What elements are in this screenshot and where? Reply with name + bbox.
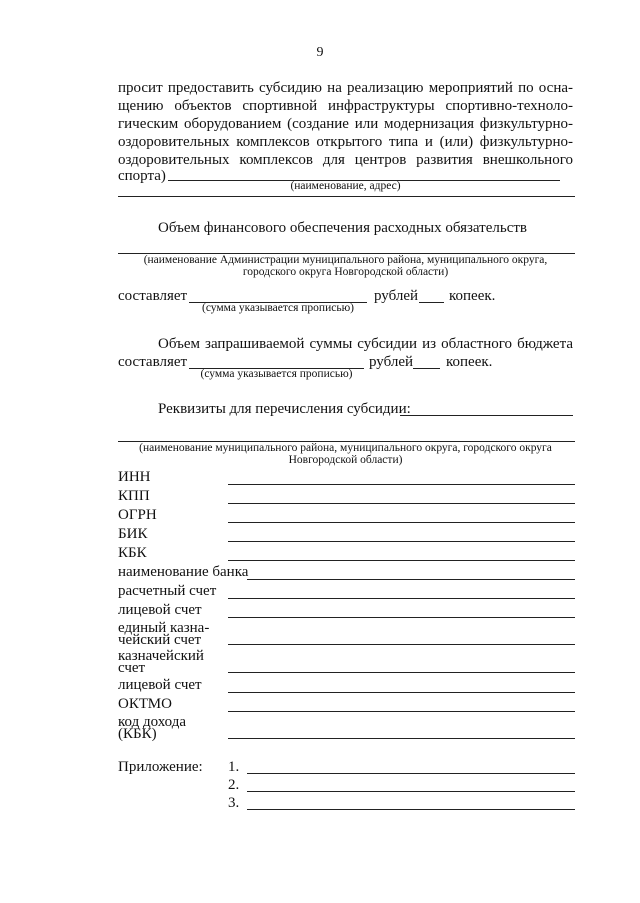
bik-line[interactable] <box>228 541 575 542</box>
attachment-number-1: 1. <box>228 759 240 775</box>
treasury-label-2: счет <box>118 660 146 676</box>
finance-amount-prefix: составляет <box>118 288 188 304</box>
kpp-label: КПП <box>118 488 150 504</box>
ogrn-label: ОГРН <box>118 507 157 523</box>
intro-line-4: оздоровительных комплексов открытого типа и (или) физкультурно- <box>118 134 573 150</box>
municipality-caption-2: Новгородской области) <box>288 454 403 466</box>
oktmo-label: ОКТМО <box>118 696 172 712</box>
finance-heading: Объем финансового обеспечения расходных обязательств <box>158 220 528 236</box>
inn-label: ИНН <box>118 469 151 485</box>
requested-line-1: Объем запрашиваемой суммы субсидии из областного бюджета <box>158 336 573 352</box>
bik-label: БИК <box>118 526 148 542</box>
attachment-number-3: 3. <box>228 795 240 811</box>
intro-last-line: спорта) <box>118 168 166 184</box>
kpp-line[interactable] <box>228 503 575 504</box>
inn-line[interactable] <box>228 484 575 485</box>
personal-account-label: лицевой счет <box>118 602 202 618</box>
income-code-line[interactable] <box>228 738 575 739</box>
requested-kop: копеек. <box>446 354 493 370</box>
finance-sum-caption: (сумма указывается прописью) <box>201 302 355 314</box>
bank-name-line[interactable] <box>247 579 575 580</box>
treasury-label-1: казначейский <box>118 648 204 664</box>
admin-name-caption-1: (наименование Администрации муниципального района, муниципального округа, <box>143 254 548 266</box>
intro-line-2: щению объектов спортивной инфраструктуры спортивно-техноло- <box>118 98 573 114</box>
page-number: 9 <box>316 45 324 60</box>
kbk-label: КБК <box>118 545 147 561</box>
settlement-account-line[interactable] <box>228 598 575 599</box>
requested-kop-line[interactable] <box>413 368 440 369</box>
attachment-line-3[interactable] <box>247 809 575 810</box>
personal-account-2-line[interactable] <box>228 692 575 693</box>
requested-sum-caption: (сумма указывается прописью) <box>200 368 353 380</box>
finance-rub: рублей <box>374 288 419 304</box>
requested-rub: рублей <box>369 354 414 370</box>
finance-kop-line[interactable] <box>419 302 444 303</box>
intro-line-3: гическим оборудованием (создание или модернизация физкультурно- <box>118 116 573 132</box>
kbk-line[interactable] <box>228 560 575 561</box>
intro-line-5: оздоровительных комплексов для центров развития внешкольного <box>118 152 573 168</box>
intro-line-1: просит предоставить субсидию на реализацию мероприятий по осна- <box>118 80 573 96</box>
org-name-address-caption: (наименование, адрес) <box>290 180 401 192</box>
ogrn-line[interactable] <box>228 522 575 523</box>
settlement-account-label: расчетный счет <box>118 583 217 599</box>
unified-treasury-line[interactable] <box>228 644 575 645</box>
requisites-heading: Реквизиты для перечисления субсидии: <box>158 401 411 417</box>
personal-account-line[interactable] <box>228 617 575 618</box>
requested-amount-prefix: составляет <box>118 354 188 370</box>
finance-kop: копеек. <box>449 288 496 304</box>
unified-treasury-label-2: чейский счет <box>118 632 202 648</box>
income-code-label-1: код дохода <box>118 714 187 730</box>
personal-account-2-label: лицевой счет <box>118 677 202 693</box>
treasury-line[interactable] <box>228 672 575 673</box>
org-name-address-line-2[interactable] <box>118 196 575 197</box>
attachment-line-2[interactable] <box>247 791 575 792</box>
attachments-label: Приложение: <box>118 759 203 775</box>
attachment-number-2: 2. <box>228 777 240 793</box>
municipality-caption-1: (наименование муниципального района, муниципального округа, городского округа <box>139 442 552 454</box>
unified-treasury-label-1: единый казна- <box>118 620 210 636</box>
admin-name-caption-2: городского округа Новгородской области) <box>242 266 449 278</box>
attachment-line-1[interactable] <box>247 773 575 774</box>
income-code-label-2: (КБК) <box>118 726 157 742</box>
bank-name-label: наименование банка <box>118 564 249 580</box>
oktmo-line[interactable] <box>228 711 575 712</box>
requisites-line[interactable] <box>400 415 573 416</box>
